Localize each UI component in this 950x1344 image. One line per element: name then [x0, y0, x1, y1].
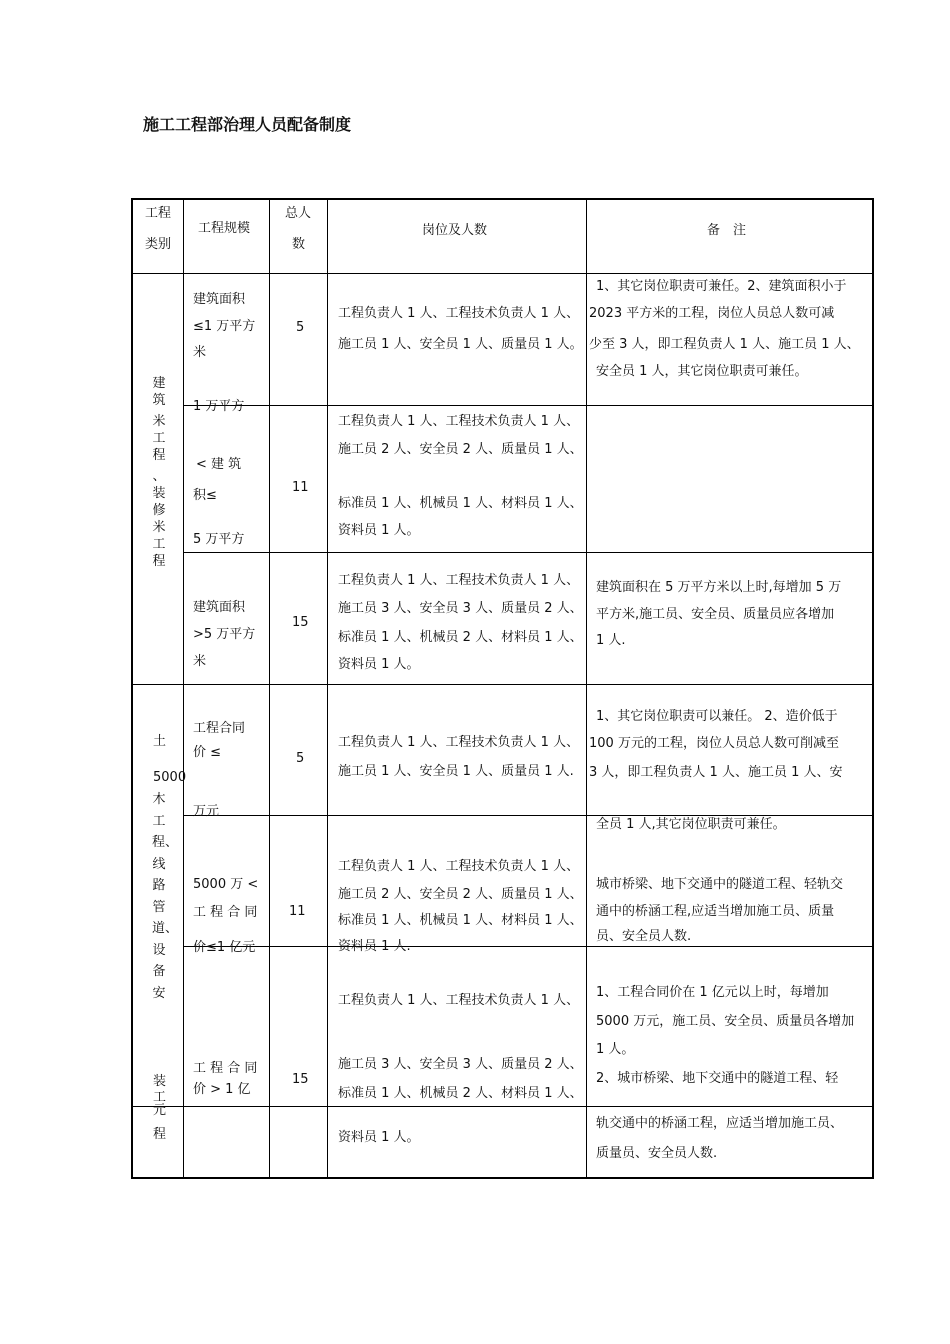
cell-remarks: 5000 万元，施工员、安全员、质量员各增加	[596, 1014, 855, 1029]
cell-remarks: 3 人，即工程负责人 1 人、施工员 1 人、安	[589, 765, 843, 780]
cell-total: 11	[292, 480, 309, 495]
cell-scale: 建筑面积	[193, 600, 246, 615]
row-divider	[183, 405, 873, 406]
cell-positions: 工程负责人 1 人、工程技术负责人 1 人、	[338, 859, 580, 874]
cell-positions: 工程负责人 1 人、工程技术负责人 1 人、	[338, 306, 580, 321]
header-positions: 岗位及人数	[422, 223, 488, 238]
col-divider	[327, 199, 328, 1178]
table-border-top	[131, 198, 874, 200]
cell-remarks: 少至 3 人，即工程负责人 1 人、施工员 1 人、	[589, 337, 860, 352]
row-divider	[183, 946, 873, 947]
cell-remarks: 通中的桥涵工程,应适当增加施工员、质量	[596, 904, 835, 919]
row-divider	[132, 684, 873, 685]
cell-scale: 工程合同	[193, 721, 246, 736]
cell-positions: 施工员 1 人、安全员 1 人、质量员 1 人.	[338, 764, 574, 779]
category-civil-top: 土	[153, 734, 167, 749]
cell-remarks: 2023 平方米的工程，岗位人员总人数可减	[589, 306, 835, 321]
cell-positions: 工程负责人 1 人、工程技术负责人 1 人、	[338, 993, 580, 1008]
cell-remarks: 1、其它岗位职责可兼任。2、建筑面积小于	[596, 279, 847, 294]
cell-positions: 资料员 1 人。	[338, 1130, 420, 1145]
cell-positions: 标准员 1 人、机械员 2 人、材料员 1 人、	[338, 1086, 583, 1101]
cell-positions: 施工员 1 人、安全员 1 人、质量员 1 人。	[338, 337, 583, 352]
cell-remarks: 100 万元的工程，岗位人员总人数可削减至	[589, 736, 839, 751]
header-remarks: 备 注	[707, 223, 747, 238]
page-title: 施工工程部治理人员配备制度	[143, 115, 352, 134]
row-divider	[183, 552, 873, 553]
header-total-l1: 总人	[285, 206, 312, 221]
cell-total: 15	[292, 615, 309, 630]
cell-scale: 价 > 1 亿	[193, 1082, 251, 1097]
table-border-left	[131, 198, 133, 1179]
cell-positions: 施工员 3 人、安全员 3 人、质量员 2 人、	[338, 1057, 583, 1072]
col-divider	[586, 199, 587, 1178]
cell-remarks: 安全员 1 人，其它岗位职责可兼任。	[596, 364, 808, 379]
category-building-top: 建筑	[152, 376, 166, 408]
cell-total: 15	[292, 1072, 309, 1087]
cell-positions: 资料员 1 人。	[338, 523, 420, 538]
cell-total: 5	[296, 320, 305, 335]
cell-remarks: 2、城市桥梁、地下交通中的隧道工程、轻	[596, 1071, 839, 1086]
cell-scale: 5000 万 <	[193, 877, 259, 892]
cell-remarks: 平方米,施工员、安全员、质量员应各增加	[596, 607, 835, 622]
cell-positions: 资料员 1 人。	[338, 657, 420, 672]
cell-scale: 建筑面积	[193, 292, 246, 307]
cell-scale: 价≤1 亿元	[193, 940, 256, 955]
cell-positions: 工程负责人 1 人、工程技术负责人 1 人、	[338, 735, 580, 750]
category-civil-bottom: 程	[153, 1127, 167, 1142]
cell-scale: 万元	[193, 804, 220, 819]
cell-remarks: 1、工程合同价在 1 亿元以上时，每增加	[596, 985, 829, 1000]
table-border-right	[872, 198, 874, 1179]
header-category-l1: 工程	[145, 206, 172, 221]
cell-scale: 米	[193, 654, 207, 669]
cell-total: 5	[296, 751, 305, 766]
cell-scale: 1 万平方	[193, 399, 245, 414]
cell-scale: 米	[193, 345, 207, 360]
cell-positions: 标准员 1 人、机械员 1 人、材料员 1 人、	[338, 496, 583, 511]
cell-scale: 价 ≤	[193, 745, 222, 760]
table-border-bottom	[131, 1177, 874, 1179]
cell-scale: 积≤	[193, 488, 217, 503]
cell-scale: ≤1 万平方	[193, 319, 256, 334]
category-building-bottom: 、装修米工程	[152, 469, 166, 569]
category-building-mid: 米工程	[152, 414, 166, 463]
cell-positions: 标准员 1 人、机械员 1 人、材料员 1 人、	[338, 913, 583, 928]
row-divider	[183, 815, 873, 816]
header-total-l2: 数	[292, 237, 306, 252]
cell-remarks: 1 人。	[596, 1042, 635, 1057]
cell-positions: 资料员 1 人.	[338, 939, 411, 954]
cell-remarks: 建筑面积在 5 万平方米以上时,每增加 5 万	[596, 580, 842, 595]
cell-scale: 工 程 合 同	[193, 1061, 258, 1076]
cell-scale: 工 程 合 同	[193, 905, 258, 920]
cell-positions: 施工员 2 人、安全员 2 人、质量员 1 人、	[338, 442, 583, 457]
cell-positions: 施工员 2 人、安全员 2 人、质量员 1 人、	[338, 887, 583, 902]
header-scale: 工程规模	[198, 221, 251, 236]
header-category-l2: 类别	[145, 237, 172, 252]
cell-scale: >5 万平方	[193, 627, 256, 642]
cell-scale: 5 万平方	[193, 532, 245, 547]
cell-positions: 工程负责人 1 人、工程技术负责人 1 人、	[338, 414, 580, 429]
col-divider	[183, 199, 184, 1178]
category-building	[152, 375, 168, 570]
row-divider	[132, 273, 873, 274]
cell-remarks: 1、其它岗位职责可以兼任。 2、造价低于	[596, 709, 838, 724]
cell-remarks: 全员 1 人,其它岗位职责可兼任。	[596, 817, 786, 832]
col-divider	[269, 199, 270, 1178]
category-civil-bottom: 装工	[153, 1074, 167, 1105]
cell-total: 11	[289, 904, 306, 919]
category-civil-bottom: 元	[153, 1103, 167, 1118]
category-civil-5000: 5000	[153, 770, 187, 785]
cell-remarks: 城市桥梁、地下交通中的隧道工程、轻轨交	[596, 877, 844, 892]
cell-positions: 施工员 3 人、安全员 3 人、质量员 2 人、	[338, 601, 583, 616]
cell-remarks: 1 人.	[596, 633, 626, 648]
cell-positions: 标准员 1 人、机械员 2 人、材料员 1 人、	[338, 630, 583, 645]
cell-remarks: 质量员、安全员人数.	[596, 1146, 718, 1161]
category-civil-chars: 木工程、线路管道、设备安	[152, 792, 179, 1001]
row-divider	[132, 1106, 873, 1107]
cell-scale: < 建 筑	[196, 457, 242, 472]
cell-remarks: 员、安全员人数.	[596, 929, 692, 944]
cell-remarks: 轨交通中的桥涵工程，应适当增加施工员、	[596, 1116, 844, 1131]
cell-positions: 工程负责人 1 人、工程技术负责人 1 人、	[338, 573, 580, 588]
